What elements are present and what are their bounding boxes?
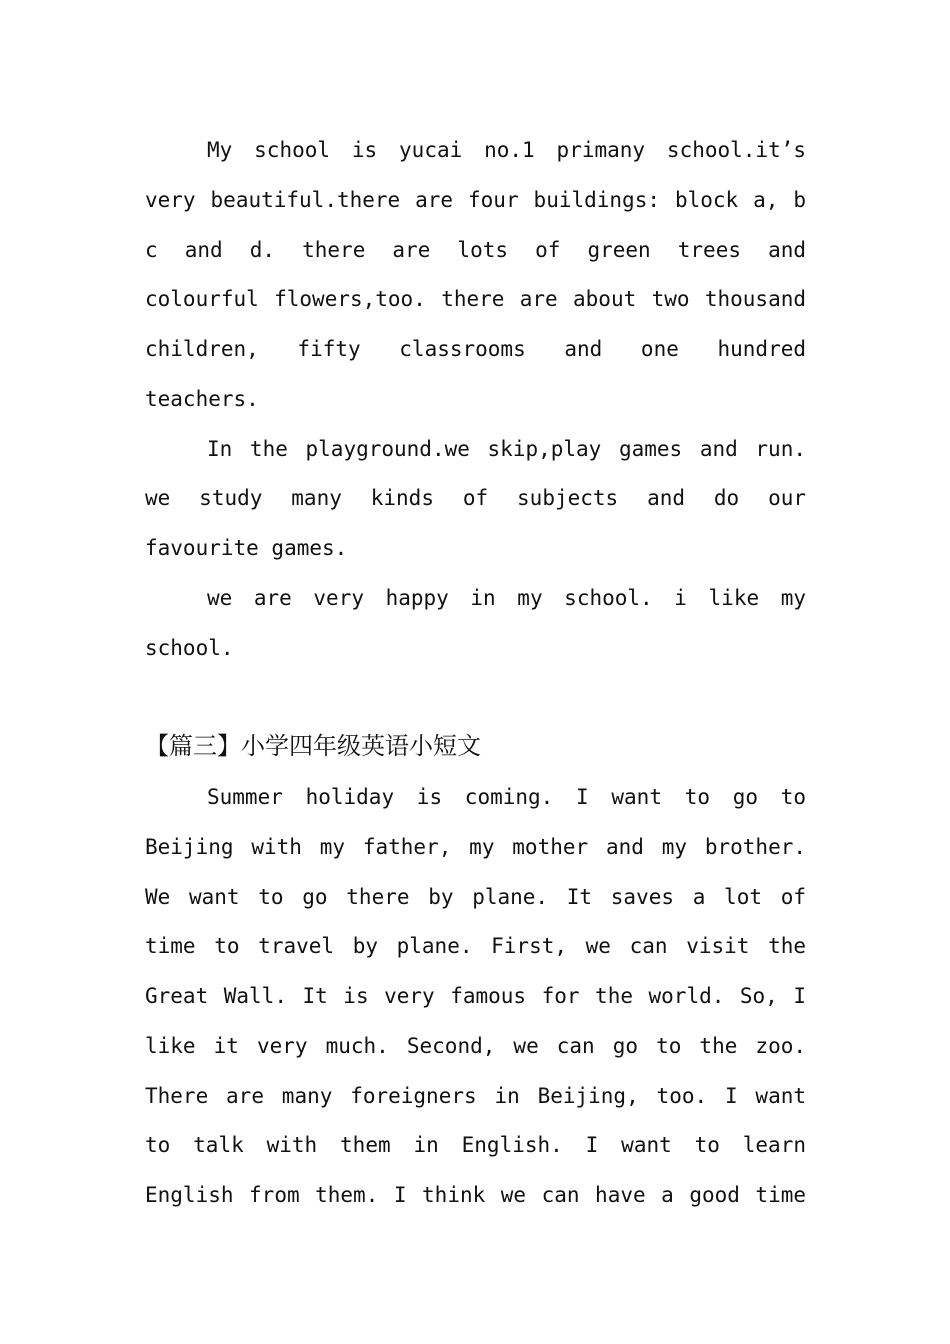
text-line: very beautiful.there are four buildings: block a, b: [145, 188, 806, 212]
text-line: teachers.: [145, 387, 259, 411]
text-line: Summer holiday is coming. I want to go to: [207, 785, 806, 809]
text-line: we are very happy in my school. i like my: [207, 586, 806, 610]
text-line: favourite games.: [145, 536, 348, 560]
text-line: In the playground.we skip,play games and run.: [207, 437, 806, 461]
text-line: There are many foreigners in Beijing, too. I want: [145, 1084, 806, 1108]
text-line: school.: [145, 636, 234, 660]
text-line: children, fifty classrooms and one hundred: [145, 337, 806, 361]
text-line: Great Wall. It is very famous for the world. So, I: [145, 984, 806, 1008]
section-heading: 【篇三】小学四年级英语小短文: [145, 732, 481, 760]
text-line: to talk with them in English. I want to learn: [145, 1133, 806, 1157]
text-line: Beijing with my father, my mother and my brother.: [145, 835, 806, 859]
text-line: like it very much. Second, we can go to the zoo.: [145, 1034, 806, 1058]
text-line: English from them. I think we can have a good time: [145, 1183, 806, 1207]
text-line: colourful flowers,too. there are about two thousand: [145, 287, 806, 311]
text-line: My school is yucai no.1 primany school.it’s: [207, 138, 806, 162]
text-line: we study many kinds of subjects and do our: [145, 486, 806, 510]
text-line: We want to go there by plane. It saves a lot of: [145, 885, 806, 909]
text-line: time to travel by plane. First, we can visit the: [145, 934, 806, 958]
text-line: c and d. there are lots of green trees and: [145, 238, 806, 262]
